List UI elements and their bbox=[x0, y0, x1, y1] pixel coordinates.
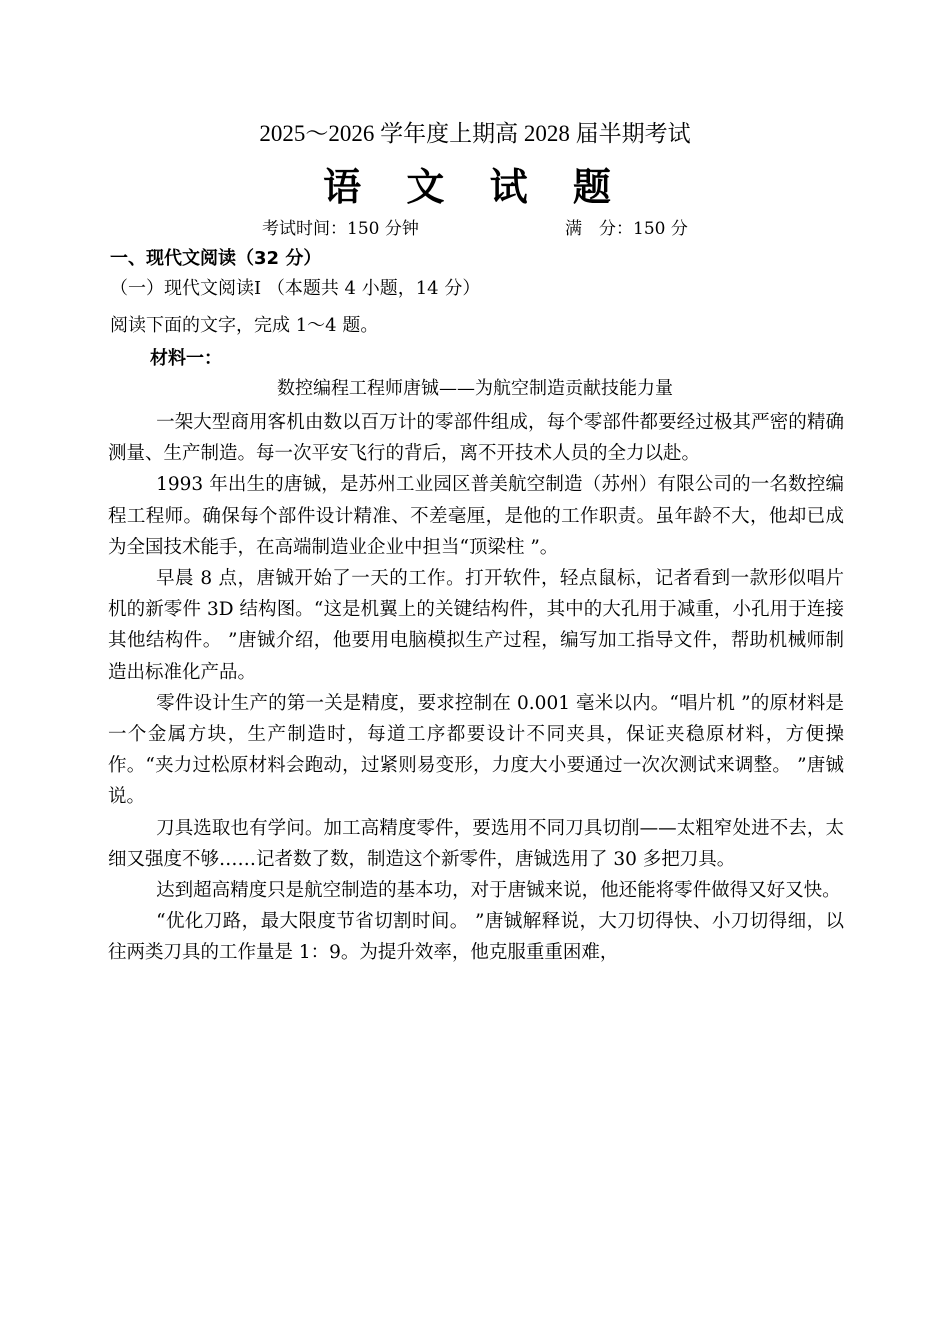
article-title: 数控编程工程师唐铖——为航空制造贡献技能力量 bbox=[277, 378, 673, 399]
paragraph: 一架大型商用客机由数以百万计的零部件组成，每个零部件都要经过极其严密的精确测量、生产制造。每一次平安飞行的背后，离不开技术人员的全力以赴。 bbox=[108, 412, 844, 465]
paragraph: 刀具选取也有学问。加工高精度零件，要选用不同刀具切削——太粗窄处进不去，太细又强度不够……记者数了数，制造这个新零件，唐铖选用了 30 多把刀具。 bbox=[108, 817, 844, 870]
section-subheading: （一）现代文阅读Ⅰ （本题共 4 小题，14 分） bbox=[110, 278, 481, 299]
paragraph: 零件设计生产的第一关是精度，要求控制在 0.001 毫米以内。“唱片机 ”的原材料是一个金属方块，生产制造时，每道工序都要设计不同夹具，保证夹稳原材料，方便操作。“夹力过松原材料会跑动，过紧则易变形，力度大小要通过一次次测试来调整。 ”唐铖说。 bbox=[108, 692, 844, 808]
material-label: 材料一： bbox=[150, 348, 222, 369]
paragraph: 早晨 8 点，唐铖开始了一天的工作。打开软件，轻点鼠标，记者看到一款形似唱片机的新零件 3D 结构图。“这是机翼上的关键结构件，其中的大孔用于减重，小孔用于连接其他结构件。 ”唐铖介绍，他要用电脑模拟生产过程，编写加工指导文件，帮助机械师制造出标准化产品。 bbox=[108, 568, 844, 683]
section-heading: 一、现代文阅读（32 分） bbox=[110, 248, 322, 269]
article-body bbox=[108, 407, 844, 969]
full-score: 满 分：150 分 bbox=[565, 219, 688, 239]
exam-time: 考试时间：150 分钟 bbox=[262, 219, 419, 239]
paragraph: 1993 年出生的唐铖，是苏州工业园区普美航空制造（苏州）有限公司的一名数控编程工程师。确保每个部件设计精准、不差毫厘，是他的工作职责。虽年龄不大，他却已成为全国技术能手，在高端制造业企业中担当“顶梁柱 ”。 bbox=[108, 474, 844, 558]
subject-title: 语 文 试 题 bbox=[323, 165, 627, 209]
reading-instruction: 阅读下面的文字，完成 1～4 题。 bbox=[110, 315, 379, 336]
paragraph: 达到超高精度只是航空制造的基本功，对于唐铖来说，他还能将零件做得又好又快。 bbox=[156, 880, 841, 902]
exam-title: 2025～2026 学年度上期高 2028 届半期考试 bbox=[259, 121, 691, 146]
paragraph: “优化刀路，最大限度节省切割时间。 ”唐铖解释说，大刀切得快、小刀切得细，以往两类刀具的工作量是 1：9。为提升效率，他克服重重困难， bbox=[108, 911, 844, 964]
